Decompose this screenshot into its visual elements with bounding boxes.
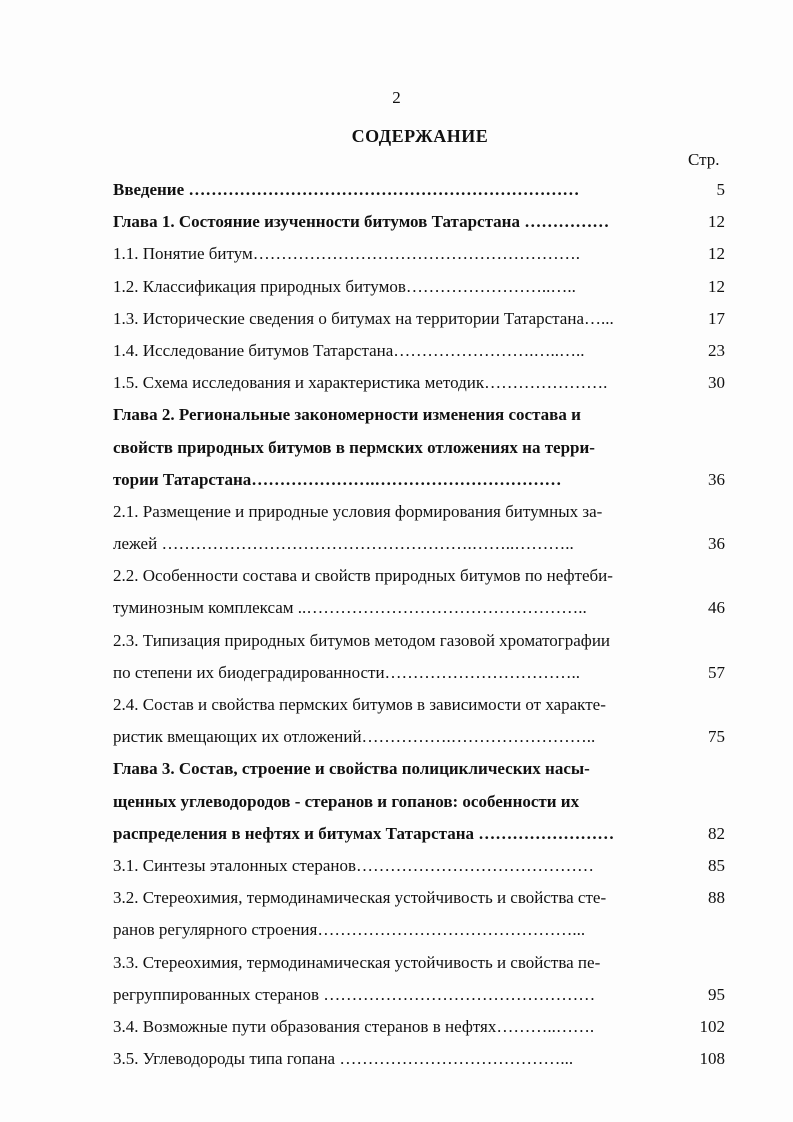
toc-line-text: 2.2. Особенности состава и свойств природных битумов по нефтеби- [113,566,613,586]
toc-line-text: ранов регулярного строения………………………………………... [113,920,586,940]
toc-line [113,528,725,560]
toc-line-text: тории Татарстана………………….…………………………… [113,469,562,489]
toc-line [113,271,725,303]
toc-page-number: 36 [708,534,725,554]
toc-page-number: 57 [708,662,725,682]
toc-page-number: 5 [716,180,725,199]
toc-line [113,786,725,818]
toc-line-text: 1.4. Исследование битумов Татарстана…………………….…..….. [113,340,585,360]
toc-line-text: 3.3. Стереохимия, термодинамическая устойчивость и свойства пе- [113,952,601,972]
toc-page-number: 17 [708,308,725,328]
toc-page-number: 95 [708,984,725,1004]
toc-line-text: 1.1. Понятие битум…………………………………………………. [113,244,581,264]
toc-line [113,303,725,335]
toc-page-number: 12 [708,276,725,296]
table-of-contents [113,174,725,1075]
toc-line [113,721,725,753]
toc-line-text: 3.4. Возможные пути образования стеранов в нефтях………..……. [113,1016,595,1036]
toc-line [113,914,725,946]
toc-line-text: Глава 3. Состав, строение и свойства полициклических насы- [113,759,590,779]
toc-line [113,432,725,464]
toc-line-text: ристик вмещающих их отложений…………….…………………….. [113,727,596,747]
toc-page-number: 88 [708,888,725,908]
toc-page-number: 46 [708,598,725,618]
toc-page-number: 82 [708,823,725,843]
toc-line-text: свойств природных битумов в пермских отложениях на терри- [113,437,595,457]
toc-page-number: 36 [708,469,725,489]
toc-line [113,657,725,689]
toc-line [113,335,725,367]
toc-line-text: 3.1. Синтезы эталонных стеранов…………………………………… [113,855,595,875]
toc-page-number: 30 [708,373,725,393]
toc-line-text: Глава 1. Состояние изученности битумов Татарстана …………… [113,212,610,232]
toc-line [113,464,725,496]
toc-line [113,753,725,785]
contents-heading: СОДЕРЖАНИЕ [351,126,489,146]
toc-page-number: 12 [708,212,725,232]
toc-line-text: 3.5. Углеводороды типа гопана …………………………………... [113,1049,574,1069]
toc-line [113,399,725,431]
toc-line [113,206,725,238]
page-column-label: Стр. [688,150,720,169]
toc-line-text: 2.4. Состав и свойства пермских битумов в зависимости от характе- [113,695,606,714]
toc-line [113,560,725,592]
toc-page-number: 23 [708,340,725,360]
toc-line-text: Глава 2. Региональные закономерности изменения состава и [113,405,581,425]
toc-line [113,979,725,1011]
toc-line [113,238,725,270]
toc-line-text: регруппированных стеранов ………………………………………… [113,984,596,1004]
toc-line [113,174,725,206]
toc-line-text: по степени их биодеградированности…………………………….. [113,662,581,682]
toc-line [113,947,725,979]
toc-line [113,689,725,721]
toc-line-text: 3.2. Стереохимия, термодинамическая устойчивость и свойства сте- [113,888,607,908]
toc-line [113,818,725,850]
toc-page-number: 102 [699,1016,725,1036]
toc-line [113,496,725,528]
toc-line [113,1043,725,1075]
toc-line-text: щенных углеводородов - стеранов и гопанов: особенности их [113,791,580,811]
toc-line-text: 1.3. Исторические сведения о битумах на территории Татарстана…... [113,308,614,328]
toc-line-text: 1.5. Схема исследования и характеристика методик…………………. [113,373,608,393]
toc-line [113,625,725,657]
toc-line-text: Введение …………………………………………………………… [113,180,580,199]
toc-line [113,882,725,914]
page-number: 2 [392,88,401,107]
toc-line-text: 1.2. Классификация природных битумов……………………..….. [113,276,576,296]
toc-page-number: 85 [708,855,725,875]
toc-line [113,592,725,624]
toc-line [113,850,725,882]
toc-line-text: лежей ……………………………………………….……..……….. [113,534,574,554]
toc-line [113,1011,725,1043]
toc-line-text: 2.1. Размещение и природные условия формирования битумных за- [113,501,603,521]
toc-line-text: распределения в нефтях и битумах Татарстана …………………… [113,823,615,843]
toc-page-number: 108 [699,1049,725,1069]
toc-page-number: 12 [708,244,725,264]
toc-page-number: 75 [708,727,725,747]
toc-line-text: 2.3. Типизация природных битумов методом газовой хроматографии [113,630,611,650]
toc-line [113,367,725,399]
toc-line-text: туминозным комплексам ..………………………………………….. [113,598,587,618]
